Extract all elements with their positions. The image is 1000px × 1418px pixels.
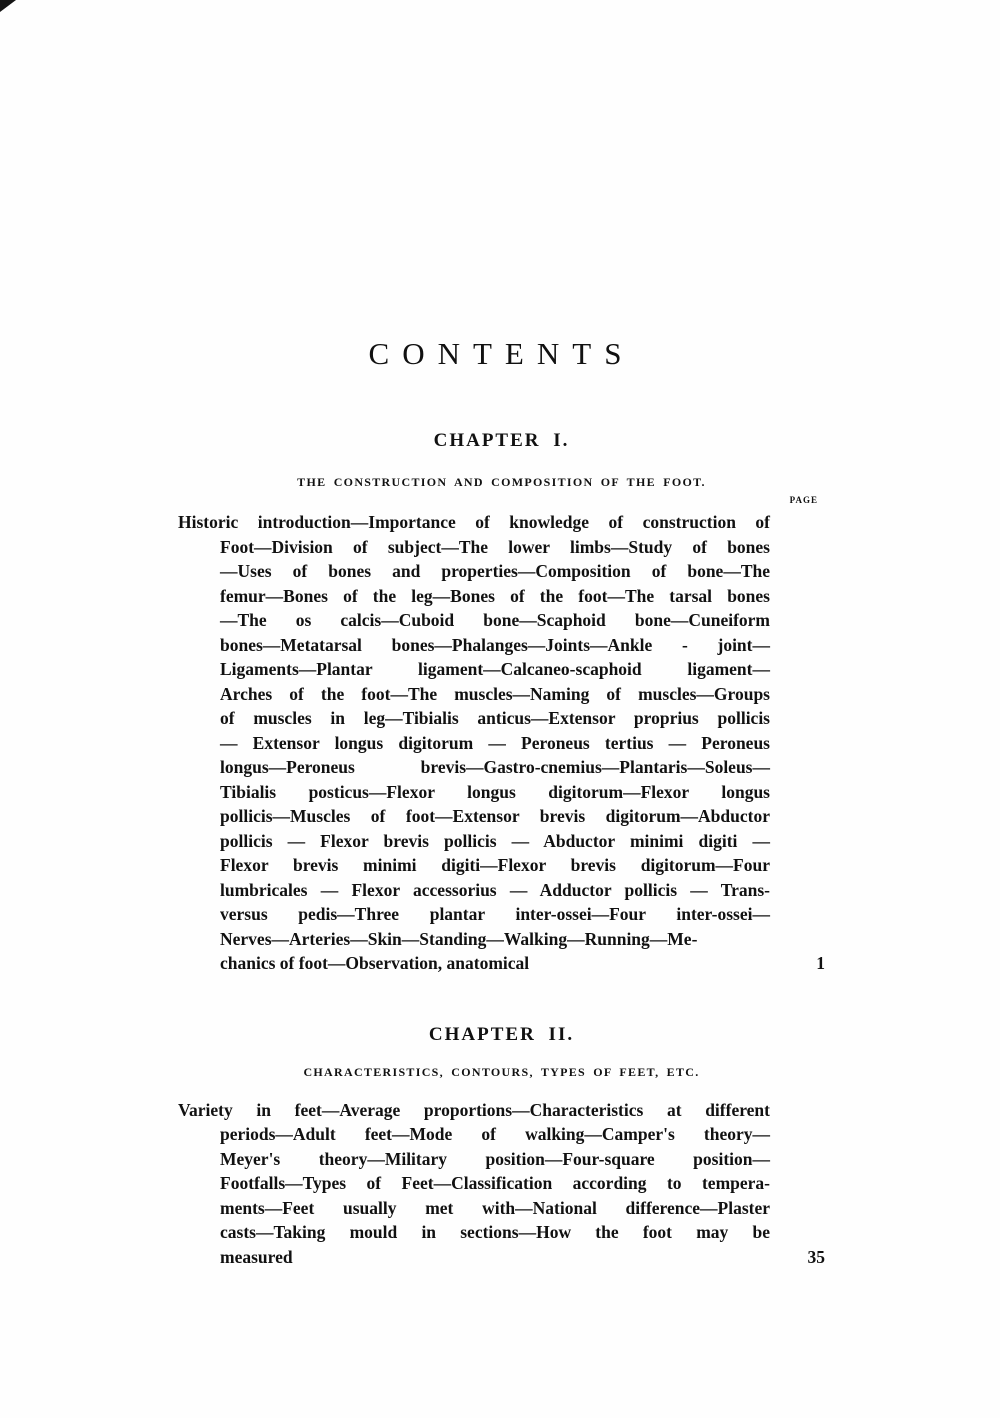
scan-corner-artifact [0, 0, 16, 12]
chapter-2-subtitle: CHARACTERISTICS, CONTOURS, TYPES OF FEET, ETC. [303, 1064, 700, 1079]
toc-line: Arches of the foot—The muscles—Naming of muscles—Groups [220, 683, 770, 704]
toc-line: Ligaments—Plantar ligament—Calcaneo-scaphoid ligament— [220, 659, 770, 679]
toc-line: Tibialis posticus—Flexor longus digitorum—Flexor longus [220, 781, 770, 802]
chapter-1-heading: CHAPTER I. [433, 430, 570, 451]
page-column-label: PAGE [789, 495, 818, 505]
toc-line: — Extensor longus digitorum — Peroneus tertius — Peroneus [220, 732, 770, 753]
toc-line: Footfalls—Types of Feet—Classification according to tempera- [220, 1173, 770, 1193]
page-title: CONTENTS [368, 336, 635, 371]
toc-line: periods—Adult feet—Mode of walking—Camper's theory— [220, 1124, 770, 1144]
toc-line: of muscles in leg—Tibialis anticus—Extensor proprius pollicis [220, 708, 770, 728]
chapter-1-page-number: 1 [816, 953, 825, 973]
toc-line: bones—Metatarsal bones—Phalanges—Joints—Ankle - joint— [220, 634, 770, 655]
chapter-2-heading: CHAPTER II. [428, 1023, 575, 1045]
toc-line: lumbricales — Flexor accessorius — Adductor pollicis — Trans- [220, 879, 770, 900]
chapter-2-section [178, 1022, 825, 1270]
toc-line: Meyer's theory—Military position—Four-square position— [220, 1148, 770, 1169]
toc-line: longus—Peroneus brevis—Gastro-cnemius—Plantaris—Soleus— [220, 757, 770, 777]
toc-line: Nerves—Arteries—Skin—Standing—Walking—Running—Me- [220, 928, 698, 949]
chapter-2-page-number: 35 [807, 1246, 825, 1267]
toc-line: measured [220, 1246, 293, 1267]
toc-line: Variety in feet—Average proportions—Characteristics at different [178, 1099, 770, 1120]
chapter-1-subtitle: THE CONSTRUCTION AND COMPOSITION OF THE FOOT. [297, 475, 706, 489]
toc-line: femur—Bones of the leg—Bones of the foot—The tarsal bones [220, 585, 770, 606]
toc-line: Historic introduction—Importance of knowledge of construction of [178, 512, 770, 532]
toc-line: —The os calcis—Cuboid bone—Scaphoid bone—Cuneiform [220, 610, 770, 630]
toc-line: —Uses of bones and properties—Composition of bone—The [220, 561, 770, 581]
toc-line: versus pedis—Three plantar inter-ossei—Four inter-ossei— [220, 904, 770, 924]
text-block [178, 0, 825, 1269]
toc-line: casts—Taking mould in sections—How the foot may be [220, 1222, 770, 1242]
toc-line: pollicis — Flexor brevis pollicis — Abductor minimi digiti — [220, 830, 770, 851]
toc-line: pollicis—Muscles of foot—Extensor brevis digitorum—Abductor [220, 806, 770, 826]
toc-line: Flexor brevis minimi digiti—Flexor brevis digitorum—Four [220, 855, 770, 875]
toc-line: ments—Feet usually met with—National difference—Plaster [220, 1197, 770, 1218]
chapter-1-paragraph [178, 510, 825, 976]
toc-line: Foot—Division of subject—The lower limbs—Study of bones [220, 536, 770, 557]
chapter-2-paragraph [178, 1098, 825, 1270]
chapter-1-section [178, 428, 825, 976]
toc-line: chanics of foot—Observation, anatomical [220, 953, 530, 973]
